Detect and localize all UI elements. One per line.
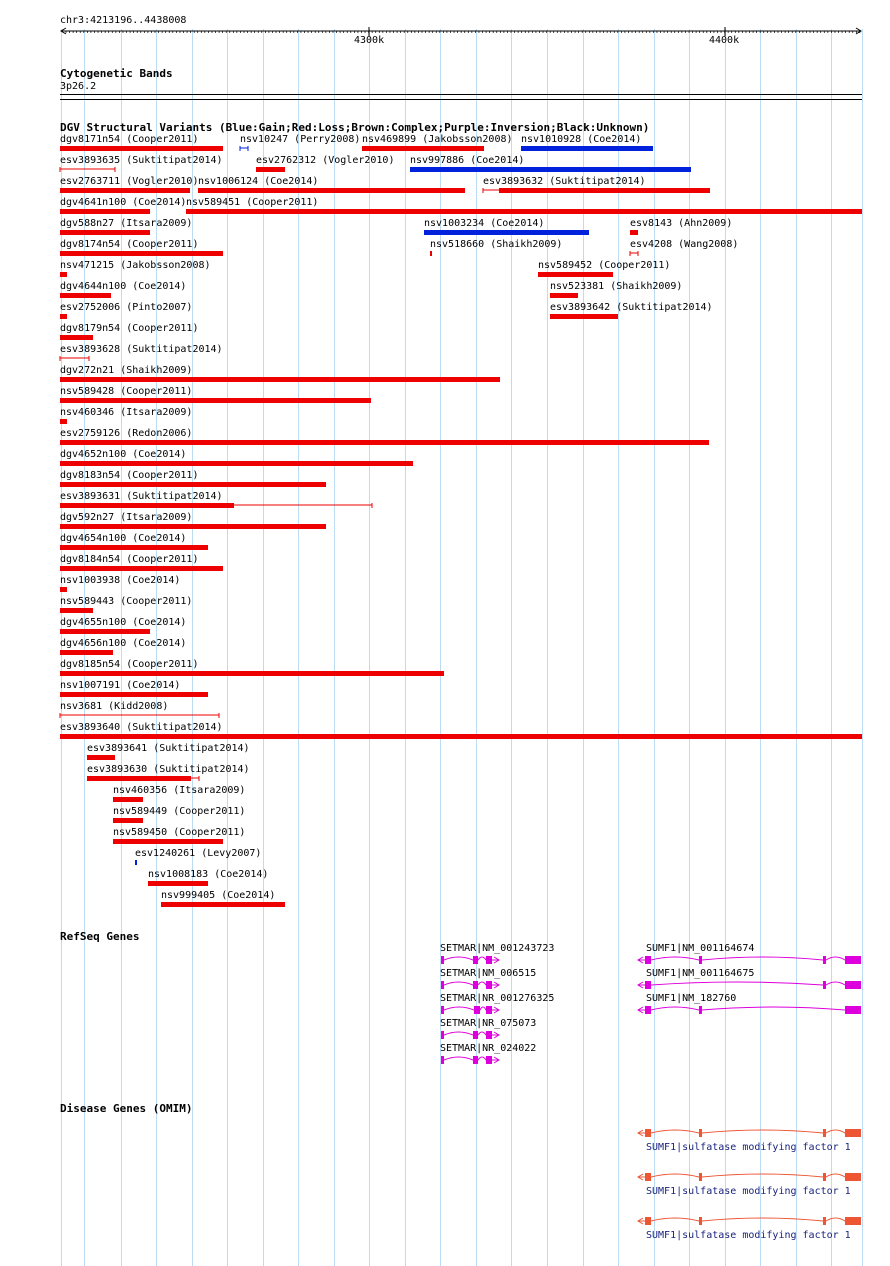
sv-feature <box>60 251 223 256</box>
sv-label[interactable]: dgv592n27 (Itsara2009) <box>60 512 193 523</box>
gene-exon <box>645 956 651 964</box>
sv-label[interactable]: nsv460346 (Itsara2009) <box>60 407 193 418</box>
gene-exon <box>473 956 478 964</box>
gene-exon <box>699 1217 702 1225</box>
gene-intron <box>638 1130 861 1133</box>
gene-exon <box>473 1031 478 1039</box>
gene-intron <box>638 1174 861 1177</box>
gene-label[interactable]: SETMAR|NR_075073 <box>440 1018 537 1029</box>
sv-feature <box>60 209 150 214</box>
sv-label[interactable]: esv3893640 (Suktitipat2014) <box>60 722 223 733</box>
sv-label[interactable]: nsv469899 (Jakobsson2008) <box>362 134 513 145</box>
sv-label[interactable]: dgv4655n100 (Coe2014) <box>60 617 187 628</box>
sv-feature <box>60 734 862 739</box>
gene-exon <box>845 1217 861 1225</box>
sv-feature <box>60 188 190 193</box>
sv-feature <box>256 167 285 172</box>
sv-label[interactable]: dgv588n27 (Itsara2009) <box>60 218 193 229</box>
sv-feature <box>499 188 710 193</box>
gene-label[interactable]: SETMAR|NR_024022 <box>440 1043 537 1054</box>
sv-label[interactable]: nsv589450 (Cooper2011) <box>113 827 246 838</box>
sv-feature <box>60 587 67 592</box>
sv-label[interactable]: esv2759126 (Redon2006) <box>60 428 193 439</box>
gene-exon <box>473 981 478 989</box>
gene-exon <box>645 1173 651 1181</box>
gene-exon <box>823 981 826 989</box>
sv-feature <box>60 335 93 340</box>
sv-feature <box>60 398 371 403</box>
sv-label[interactable]: nsv1003938 (Coe2014) <box>60 575 181 586</box>
sv-feature <box>521 146 653 151</box>
omim-gene-label[interactable]: SUMF1|sulfatase modifying factor 1 <box>646 1142 851 1153</box>
cytoband-track-title: Cytogenetic Bands <box>60 67 173 80</box>
gene-exon <box>441 1006 444 1014</box>
sv-label[interactable]: nsv471215 (Jakobsson2008) <box>60 260 211 271</box>
cytoband-label: 3p26.2 <box>60 81 97 92</box>
gene-exon <box>823 1217 826 1225</box>
gene-exon <box>473 1056 478 1064</box>
gene-exon <box>645 1006 651 1014</box>
sv-label[interactable]: esv2763711 (Vogler2010) <box>60 176 199 187</box>
dgv-track-title: DGV Structural Variants (Blue:Gain;Red:Loss;Brown:Complex;Purple:Inversion;Black:Unknown) <box>60 121 650 134</box>
sv-label[interactable]: nsv589428 (Cooper2011) <box>60 386 193 397</box>
gene-intron <box>638 982 861 985</box>
gene-exon <box>823 956 826 964</box>
sv-feature <box>135 860 137 865</box>
gene-exon <box>845 1173 861 1181</box>
sv-feature <box>60 272 67 277</box>
sv-label[interactable]: nsv10247 (Perry2008) <box>240 134 361 145</box>
sv-label[interactable]: nsv1008183 (Coe2014) <box>148 869 269 880</box>
sv-label[interactable]: esv3893630 (Suktitipat2014) <box>87 764 250 775</box>
sv-feature <box>60 524 326 529</box>
ruler-tick-label: 4400k <box>709 35 740 46</box>
gene-label[interactable]: SUMF1|NM_182760 <box>646 993 737 1004</box>
ruler-location: chr3:4213196..4438008 <box>60 15 187 26</box>
ruler-tick-label: 4300k <box>354 35 385 46</box>
sv-label[interactable]: nsv523381 (Shaikh2009) <box>550 281 683 292</box>
sv-feature <box>60 377 500 382</box>
gene-exon <box>845 1006 861 1014</box>
sv-feature <box>60 461 413 466</box>
sv-label[interactable]: dgv4654n100 (Coe2014) <box>60 533 187 544</box>
sv-label[interactable]: nsv589452 (Cooper2011) <box>538 260 671 271</box>
gene-exon <box>823 1129 826 1137</box>
sv-label[interactable]: nsv1007191 (Coe2014) <box>60 680 181 691</box>
gene-exon <box>845 956 861 964</box>
sv-feature <box>60 419 67 424</box>
sv-label[interactable]: nsv3681 (Kidd2008) <box>60 701 169 712</box>
refseq-track-title: RefSeq Genes <box>60 930 140 943</box>
gene-exon <box>441 1056 444 1064</box>
gene-label[interactable]: SUMF1|NM_001164675 <box>646 968 755 979</box>
sv-feature <box>538 272 613 277</box>
gene-intron <box>638 1218 861 1221</box>
sv-feature <box>186 209 862 214</box>
gene-exon <box>486 956 492 964</box>
sv-feature <box>60 692 208 697</box>
gene-exon <box>441 956 444 964</box>
sv-feature <box>60 146 223 151</box>
sv-label[interactable]: nsv589451 (Cooper2011) <box>186 197 319 208</box>
sv-label[interactable]: dgv8179n54 (Cooper2011) <box>60 323 199 334</box>
gene-label[interactable]: SETMAR|NM_006515 <box>440 968 537 979</box>
sv-feature <box>60 230 150 235</box>
sv-label[interactable]: esv3893635 (Suktitipat2014) <box>60 155 223 166</box>
gene-exon <box>486 1031 492 1039</box>
sv-label[interactable]: nsv589443 (Cooper2011) <box>60 596 193 607</box>
sv-feature <box>60 314 67 319</box>
sv-feature <box>630 230 638 235</box>
sv-label[interactable]: esv2762312 (Vogler2010) <box>256 155 395 166</box>
sv-label[interactable]: dgv4656n100 (Coe2014) <box>60 638 187 649</box>
sv-feature <box>60 608 93 613</box>
sv-label[interactable]: dgv4652n100 (Coe2014) <box>60 449 187 460</box>
sv-label[interactable]: esv3893628 (Suktitipat2014) <box>60 344 223 355</box>
sv-feature <box>113 839 223 844</box>
sv-feature <box>87 755 115 760</box>
sv-feature <box>430 251 432 256</box>
gene-exon <box>486 981 492 989</box>
sv-feature <box>60 650 113 655</box>
sv-label[interactable]: nsv589449 (Cooper2011) <box>113 806 246 817</box>
gene-exon <box>845 1129 861 1137</box>
sv-label[interactable]: dgv4641n100 (Coe2014) <box>60 197 187 208</box>
sv-feature <box>113 818 143 823</box>
sv-label[interactable]: dgv8174n54 (Cooper2011) <box>60 239 199 250</box>
gene-exon <box>845 981 861 989</box>
gene-exon <box>823 1173 826 1181</box>
sv-label[interactable]: esv3893631 (Suktitipat2014) <box>60 491 223 502</box>
sv-label[interactable]: nsv460356 (Itsara2009) <box>113 785 246 796</box>
omim-gene-label[interactable]: SUMF1|sulfatase modifying factor 1 <box>646 1186 851 1197</box>
sv-label[interactable]: esv4208 (Wang2008) <box>630 239 739 250</box>
gene-exon <box>486 1056 492 1064</box>
sv-feature <box>424 230 589 235</box>
sv-feature <box>60 293 111 298</box>
sv-feature <box>410 167 691 172</box>
sv-feature <box>161 902 285 907</box>
sv-label[interactable]: esv1240261 (Levy2007) <box>135 848 262 859</box>
gene-exon <box>645 1217 651 1225</box>
sv-label[interactable]: nsv999405 (Coe2014) <box>161 890 276 901</box>
gene-intron <box>638 1007 861 1010</box>
sv-label[interactable]: dgv272n21 (Shaikh2009) <box>60 365 193 376</box>
sv-label[interactable]: esv3893642 (Suktitipat2014) <box>550 302 713 313</box>
sv-feature <box>60 629 150 634</box>
sv-label[interactable]: esv3893632 (Suktitipat2014) <box>483 176 646 187</box>
sv-label[interactable]: dgv8171n54 (Cooper2011) <box>60 134 199 145</box>
gene-exon <box>645 981 651 989</box>
omim-track-title: Disease Genes (OMIM) <box>60 1102 193 1115</box>
sv-feature <box>60 440 709 445</box>
gene-label[interactable]: SETMAR|NM_001243723 <box>440 943 555 954</box>
gene-exon <box>474 1006 480 1014</box>
sv-feature <box>362 146 484 151</box>
gene-intron <box>638 957 861 960</box>
sv-label[interactable]: dgv4644n100 (Coe2014) <box>60 281 187 292</box>
gene-exon <box>486 1006 492 1014</box>
sv-feature <box>550 293 578 298</box>
gene-exon <box>441 981 444 989</box>
sv-feature <box>60 503 234 508</box>
sv-label[interactable]: dgv8184n54 (Cooper2011) <box>60 554 199 565</box>
gene-exon <box>441 1031 444 1039</box>
sv-feature <box>60 566 223 571</box>
gene-exon <box>699 1006 702 1014</box>
omim-gene-label[interactable]: SUMF1|sulfatase modifying factor 1 <box>646 1230 851 1241</box>
sv-label[interactable]: esv2752006 (Pinto2007) <box>60 302 193 313</box>
sv-label[interactable]: nsv1010928 (Coe2014) <box>521 134 642 145</box>
sv-feature <box>113 797 143 802</box>
gene-exon <box>645 1129 651 1137</box>
sv-feature <box>87 776 191 781</box>
sv-label[interactable]: esv3893641 (Suktitipat2014) <box>87 743 250 754</box>
sv-label[interactable]: esv8143 (Ahn2009) <box>630 218 733 229</box>
sv-label[interactable]: nsv997886 (Coe2014) <box>410 155 525 166</box>
gene-exon <box>699 956 702 964</box>
sv-feature <box>60 671 444 676</box>
sv-label[interactable]: nsv518660 (Shaikh2009) <box>430 239 563 250</box>
sv-label[interactable]: dgv8183n54 (Cooper2011) <box>60 470 199 481</box>
sv-feature <box>198 188 465 193</box>
sv-label[interactable]: dgv8185n54 (Cooper2011) <box>60 659 199 670</box>
gene-exon <box>699 1173 702 1181</box>
sv-feature <box>60 482 326 487</box>
gene-label[interactable]: SUMF1|NM_001164674 <box>646 943 755 954</box>
sv-feature <box>550 314 618 319</box>
gene-exon <box>699 1129 702 1137</box>
sv-feature <box>148 881 208 886</box>
sv-label[interactable]: nsv1003234 (Coe2014) <box>424 218 545 229</box>
sv-feature <box>60 545 208 550</box>
sv-label[interactable]: nsv1006124 (Coe2014) <box>198 176 319 187</box>
gene-label[interactable]: SETMAR|NR_001276325 <box>440 993 555 1004</box>
